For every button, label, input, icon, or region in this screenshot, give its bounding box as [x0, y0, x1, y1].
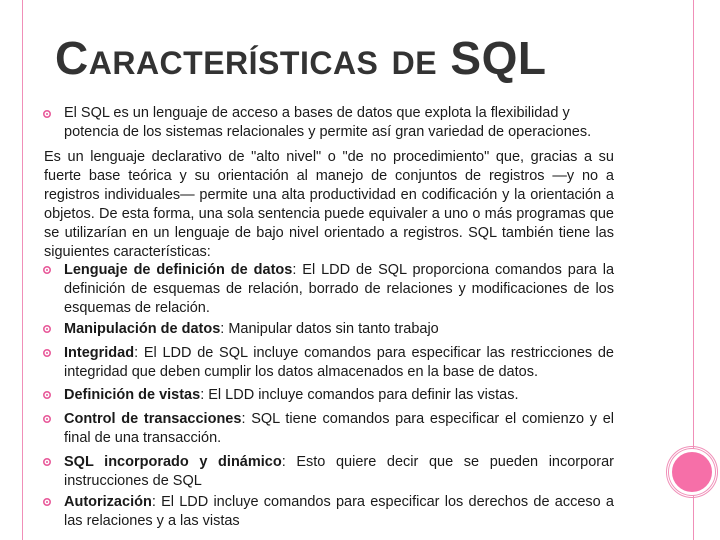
- slide-title: Características de SQL: [55, 32, 547, 84]
- flower-bullet-icon: [42, 265, 52, 275]
- feature-term: Control de transacciones: [64, 411, 242, 427]
- feature-item-manipulacion: [64, 320, 614, 339]
- feature-text: : El LDD incluye comandos para definir las vistas.: [200, 387, 519, 403]
- flower-bullet-icon: [42, 390, 52, 400]
- flower-bullet-icon: [42, 324, 52, 334]
- flower-bullet-icon: [42, 414, 52, 424]
- flower-bullet-icon: [42, 109, 52, 119]
- feature-term: SQL incorporado y dinámico: [64, 454, 282, 470]
- feature-item-vistas: [64, 386, 614, 405]
- feature-text: : El LDD incluye comandos para especificar los derechos de acceso a las relaciones y a las vistas: [64, 494, 614, 529]
- feature-item-definicion-datos: [64, 261, 614, 318]
- flower-bullet-icon: [42, 497, 52, 507]
- feature-item-autorizacion: [64, 493, 614, 531]
- intro-text: El SQL es un lenguaje de acceso a bases de datos que explota la flexibilidad y potencia de los sistemas relacionales y permite así gran variedad de operaciones.: [64, 105, 592, 140]
- flower-bullet-icon: [42, 348, 52, 358]
- feature-term: Integridad: [64, 345, 135, 361]
- feature-term: Definición de vistas: [64, 387, 201, 403]
- feature-text: : El LDD de SQL incluye comandos para especificar las restricciones de integridad que deben cumplir los datos almacenados en la base de datos.: [64, 345, 614, 380]
- feature-text: : El LDD de SQL proporciona comandos para la definición de esquemas de relación, borrado de relaciones y modificaciones de los esquemas de relación.: [64, 262, 615, 316]
- left-accent-line: [22, 0, 23, 540]
- feature-term: Autorización: [64, 494, 152, 510]
- feature-term: Manipulación de datos: [64, 321, 221, 337]
- feature-text: : SQL tiene comandos para especificar el comienzo y el final de una transacción.: [64, 411, 614, 446]
- feature-item-integridad: [64, 344, 614, 382]
- feature-text: : Esto quiere decir que se pueden incorporar instrucciones de SQL: [64, 454, 614, 489]
- feature-item-sql-incorporado: [64, 453, 614, 491]
- feature-item-transacciones: [64, 410, 614, 448]
- flower-bullet-icon: [42, 457, 52, 467]
- feature-term: Lenguaje de definición de datos: [64, 262, 293, 278]
- decorative-pink-circle: [669, 449, 715, 495]
- feature-text: : Manipular datos sin tanto trabajo: [220, 321, 439, 337]
- body-paragraph: Es un lenguaje declarativo de "alto nivel" o "de no procedimiento" que, gracias a su fuerte base teórica y su orientación al manejo de conjuntos de registros —y no a registros individuales— permite una alta productividad en codificación y la orientación a objetos. De esta forma, una sola sentencia puede equivaler a uno o más programas que se utilizarían en un lenguaje de bajo nivel orientado a registros. SQL también tiene las siguientes características:: [44, 149, 614, 260]
